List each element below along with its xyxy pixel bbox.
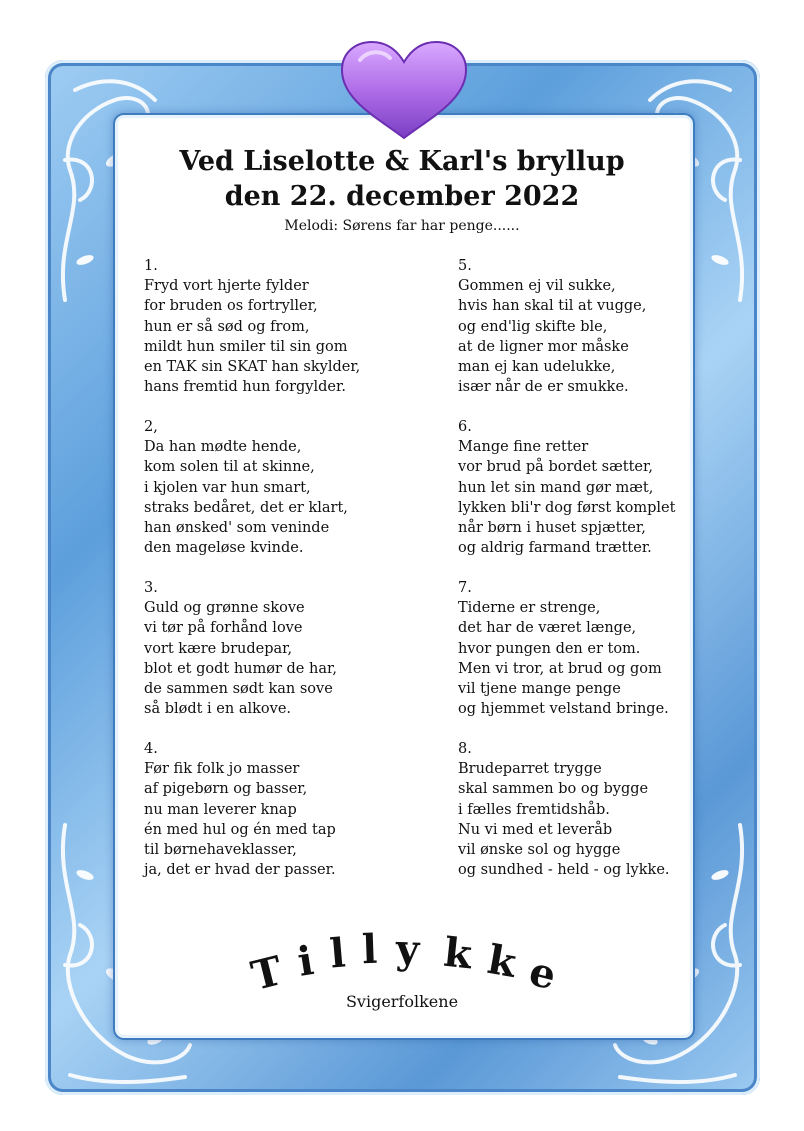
- melody-line: Melodi: Sørens far har penge......: [284, 218, 520, 234]
- verse-line: hun let sin mand gør mæt,: [458, 479, 654, 496]
- verse-line: Da han mødte hende,: [144, 439, 302, 456]
- verse-line: Mange fine retter: [458, 439, 589, 456]
- verse-line: at de ligner mor måske: [458, 338, 629, 355]
- closing-letter: k: [484, 935, 520, 988]
- closing-greeting: [240, 920, 570, 1000]
- closing-letter: T: [246, 947, 288, 1000]
- verse-line: så blødt i en alkove.: [144, 701, 292, 718]
- verse-line: og end'lig skifte ble,: [458, 318, 608, 335]
- page-title: Ved Liselotte & Karl's bryllup: [179, 146, 625, 177]
- verse-line: hans fremtid hun forgylder.: [144, 379, 346, 396]
- verse-line: skal sammen bo og bygge: [458, 781, 649, 798]
- verse: [458, 256, 646, 397]
- verse-line: Nu vi med et leveråb: [458, 821, 613, 838]
- verse-line: i fælles fremtidshåb.: [458, 801, 610, 818]
- verse-line: Gommen ej vil sukke,: [458, 278, 616, 295]
- heart-icon: [338, 38, 470, 142]
- verse-line: en TAK sin SKAT han skylder,: [144, 359, 361, 376]
- verse-number: 4.: [144, 741, 158, 757]
- verse-line: for bruden os fortryller,: [144, 298, 318, 315]
- verse-line: Tiderne er strenge,: [458, 600, 601, 617]
- closing-letter: e: [524, 947, 561, 1000]
- verse-line: straks bedåret, det er klart,: [144, 499, 348, 516]
- verse-line: og hjemmet velstand bringe.: [458, 701, 669, 718]
- closing-letter: i: [294, 937, 317, 986]
- verse-line: hvor pungen den er tom.: [458, 640, 641, 657]
- verse-line: den mageløse kvinde.: [144, 540, 304, 557]
- verse-line: især når de er smukke.: [458, 379, 629, 396]
- verse-line: Før fik folk jo masser: [144, 761, 300, 778]
- verse: [458, 578, 669, 719]
- verse: [144, 256, 360, 397]
- verse-number: 7.: [458, 580, 472, 596]
- verse-number: 5.: [458, 258, 472, 274]
- verse-line: én med hul og én med tap: [144, 821, 336, 838]
- verse-line: vil tjene mange penge: [458, 681, 621, 698]
- verse: [144, 739, 336, 880]
- closing-letter: l: [361, 925, 379, 974]
- closing-letter: y: [395, 925, 421, 974]
- verse-line: ja, det er hvad der passer.: [144, 862, 336, 879]
- verse-line: lykken bli'r dog først komplet: [458, 499, 676, 516]
- closing-letter: k: [441, 928, 475, 979]
- verse-line: Men vi tror, at brud og gom: [458, 660, 662, 677]
- closing-letter: l: [327, 929, 348, 978]
- verse-line: kom solen til at skinne,: [144, 459, 315, 476]
- verse-line: Fryd vort hjerte fylder: [144, 278, 309, 295]
- verse-line: det har de været længe,: [458, 620, 637, 637]
- verse-line: Guld og grønne skove: [144, 600, 305, 617]
- verse-line: Brudeparret trygge: [458, 761, 602, 778]
- verse-number: 2,: [144, 419, 158, 435]
- verse-line: i kjolen var hun smart,: [144, 479, 311, 496]
- verse-line: han ønsked' som veninde: [144, 520, 330, 537]
- verse-line: man ej kan udelukke,: [458, 359, 616, 376]
- signature: Svigerfolkene: [345, 992, 459, 1011]
- verse-line: vil ønske sol og hygge: [458, 842, 621, 859]
- verse-number: 3.: [144, 580, 158, 596]
- verse-line: og sundhed - held - og lykke.: [458, 862, 670, 879]
- verse-line: af pigebørn og basser,: [144, 781, 308, 798]
- verse-number: 1.: [144, 258, 158, 274]
- verse-line: og aldrig farmand trætter.: [458, 540, 652, 557]
- verse: [458, 417, 675, 558]
- verse-line: når børn i huset spjætter,: [458, 520, 646, 537]
- verse-line: vi tør på forhånd love: [144, 620, 303, 637]
- verse: [458, 739, 670, 880]
- verse-line: blot et godt humør de har,: [144, 660, 337, 677]
- verse-line: mildt hun smiler til sin gom: [144, 338, 348, 355]
- verse: [144, 417, 348, 558]
- verse-number: 8.: [458, 741, 472, 757]
- verse-line: til børnehaveklasser,: [144, 842, 297, 859]
- verse-line: hvis han skal til at vugge,: [458, 298, 647, 315]
- verse-line: nu man leverer knap: [144, 801, 297, 818]
- verse-line: de sammen sødt kan sove: [144, 681, 333, 698]
- verse-line: hun er så sød og from,: [144, 318, 310, 335]
- verse-number: 6.: [458, 419, 472, 435]
- page-subtitle-date: den 22. december 2022: [224, 181, 580, 212]
- verse: [144, 578, 337, 719]
- verse-line: vor brud på bordet sætter,: [458, 459, 653, 476]
- verse-line: vort kære brudepar,: [144, 640, 293, 657]
